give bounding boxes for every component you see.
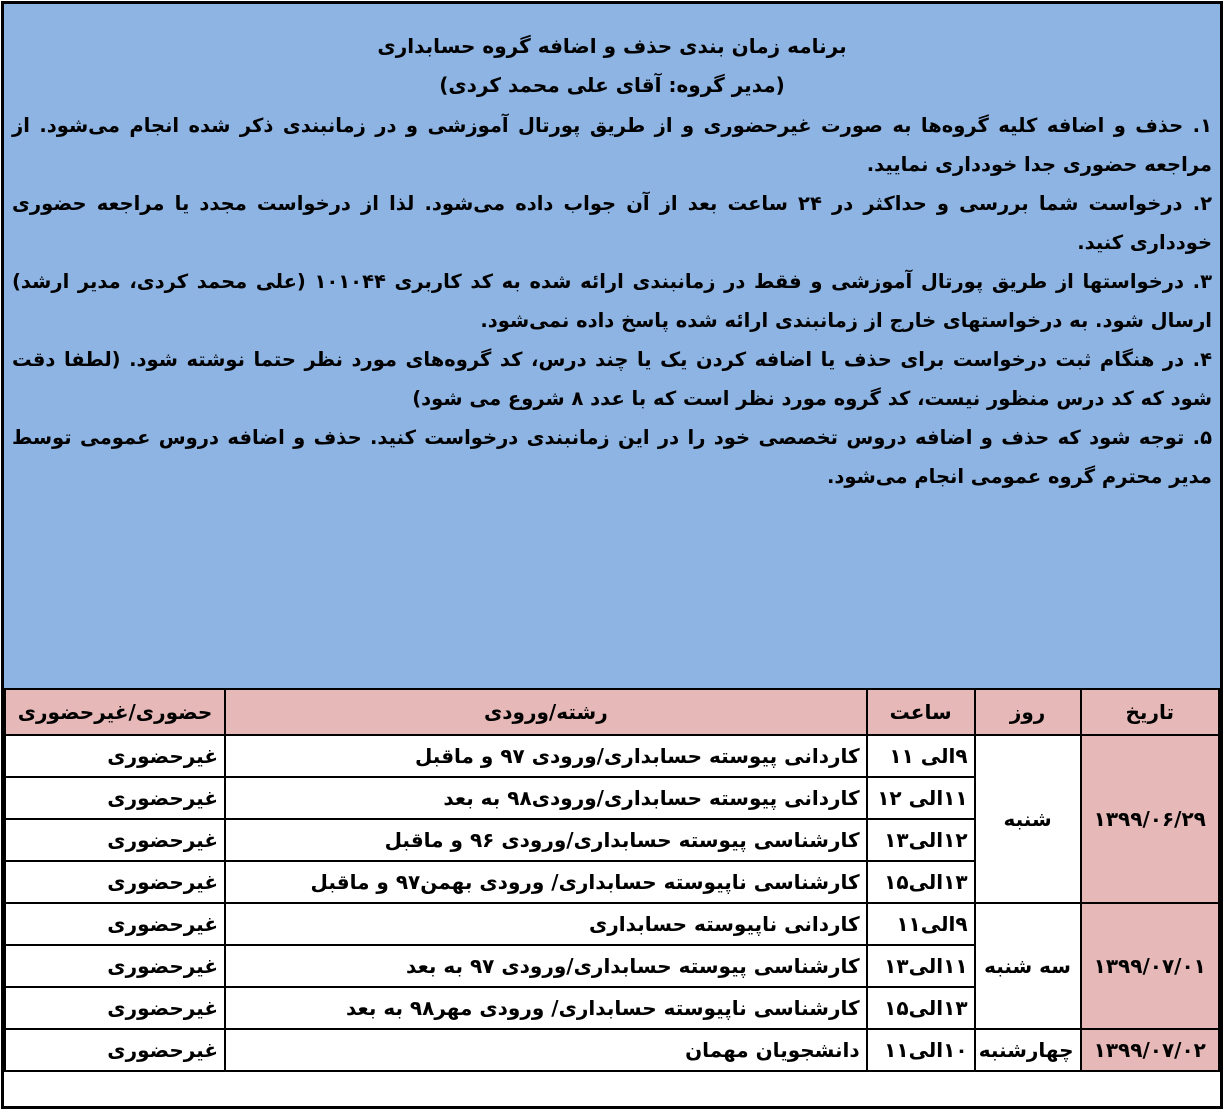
document-frame xyxy=(1,1,1223,1109)
mode-cell: غیرحضوری xyxy=(5,903,225,945)
header-day: روز xyxy=(975,689,1081,735)
rule-paragraph-3: ۳. درخواستها از طریق پورتال آموزشی و فقط در زمانبندی ارائه شده به کد کاربری ۱۰۱۰۴۴ (علی محمد کردی، مدیر ارشد) ارسال شود. به درخواستهای خارج از زمانبندی ارائه شده پاسخ داده نمی‌شود. xyxy=(12,270,1212,332)
hour-cell: ۱۱الی ۱۲ xyxy=(867,777,975,819)
rule-paragraph-2: ۲. درخواست شما بررسی و حداکثر در ۲۴ ساعت بعد از آن جواب داده می‌شود. لذا از درخواست مجدد یا مراجعه حضوری خودداری کنید. xyxy=(12,192,1213,254)
mode-cell: غیرحضوری xyxy=(5,945,225,987)
field-cell: کاردانی ناپیوسته حسابداری xyxy=(225,903,867,945)
hour-cell: ۱۳الی۱۵ xyxy=(867,987,975,1029)
schedule-table xyxy=(4,688,1220,1072)
mode-cell: غیرحضوری xyxy=(5,819,225,861)
field-cell: کارشناسی ناپیوسته حسابداری/ ورودی بهمن۹۷ و ماقبل xyxy=(225,861,867,903)
date-cell: ۱۳۹۹/۰۷/۰۲ xyxy=(1081,1029,1220,1071)
mode-cell: غیرحضوری xyxy=(5,1029,225,1071)
table-row xyxy=(5,903,1219,945)
header-date: تاریخ xyxy=(1081,689,1220,735)
field-cell: کاردانی پیوسته حسابداری/ورودی۹۸ به بعد xyxy=(225,777,867,819)
page-title: برنامه زمان بندی حذف و اضافه گروه حسابداری xyxy=(377,34,847,58)
date-cell: ۱۳۹۹/۰۷/۰۱ xyxy=(1081,903,1220,1029)
hour-cell: ۱۲الی۱۳ xyxy=(867,819,975,861)
field-cell: کاردانی پیوسته حسابداری/ورودی ۹۷ و ماقبل xyxy=(225,735,867,777)
mode-cell: غیرحضوری xyxy=(5,987,225,1029)
table-row xyxy=(5,1029,1219,1071)
hour-cell: ۱۰الی۱۱ xyxy=(867,1029,975,1071)
table-header-row xyxy=(5,689,1219,735)
mode-cell: غیرحضوری xyxy=(5,777,225,819)
mode-cell: غیرحضوری xyxy=(5,735,225,777)
mode-cell: غیرحضوری xyxy=(5,861,225,903)
page-subtitle: (مدیر گروه: آقای علی محمد کردی) xyxy=(439,73,785,97)
hour-cell: ۹الی ۱۱ xyxy=(867,735,975,777)
field-cell: دانشجویان مهمان xyxy=(225,1029,867,1071)
hour-cell: ۹الی۱۱ xyxy=(867,903,975,945)
day-cell: چهارشنبه xyxy=(975,1029,1081,1071)
header-mode: حضوری/غیرحضوری xyxy=(5,689,225,735)
hour-cell: ۱۱الی۱۳ xyxy=(867,945,975,987)
header-field: رشته/ورودی xyxy=(225,689,867,735)
header-hour: ساعت xyxy=(867,689,975,735)
day-cell: شنبه xyxy=(975,735,1081,903)
field-cell: کارشناسی ناپیوسته حسابداری/ ورودی مهر۹۸ به بعد xyxy=(225,987,867,1029)
rule-paragraph-5: ۵. توجه شود که حذف و اضافه دروس تخصصی خود را در این زمانبندی درخواست کنید. حذف و اضافه دروس عمومی توسط مدیر محترم گروه عمومی انجام می‌شود. xyxy=(12,426,1212,488)
notice-box xyxy=(4,4,1220,688)
day-cell: سه شنبه xyxy=(975,903,1081,1029)
date-cell: ۱۳۹۹/۰۶/۲۹ xyxy=(1081,735,1220,903)
rule-paragraph-4: ۴. در هنگام ثبت درخواست برای حذف یا اضافه کردن یک یا چند درس، کد گروه‌های مورد نظر حتما نوشته شود. (لطفا دقت شود که کد درس منظور نیست، کد گروه مورد نظر است که با عدد ۸ شروع می شود) xyxy=(12,348,1212,410)
field-cell: کارشناسی پیوسته حسابداری/ورودی ۹۶ و ماقبل xyxy=(225,819,867,861)
rule-paragraph-1: ۱. حذف و اضافه کلیه گروه‌ها به صورت غیرحضوری و از طریق پورتال آموزشی و در زمانبندی ذکر شده انجام می‌شود. از مراجعه حضوری جدا خودداری نمایید. xyxy=(12,114,1212,176)
hour-cell: ۱۳الی۱۵ xyxy=(867,861,975,903)
field-cell: کارشناسی پیوسته حسابداری/ورودی ۹۷ به بعد xyxy=(225,945,867,987)
table-row xyxy=(5,735,1219,777)
